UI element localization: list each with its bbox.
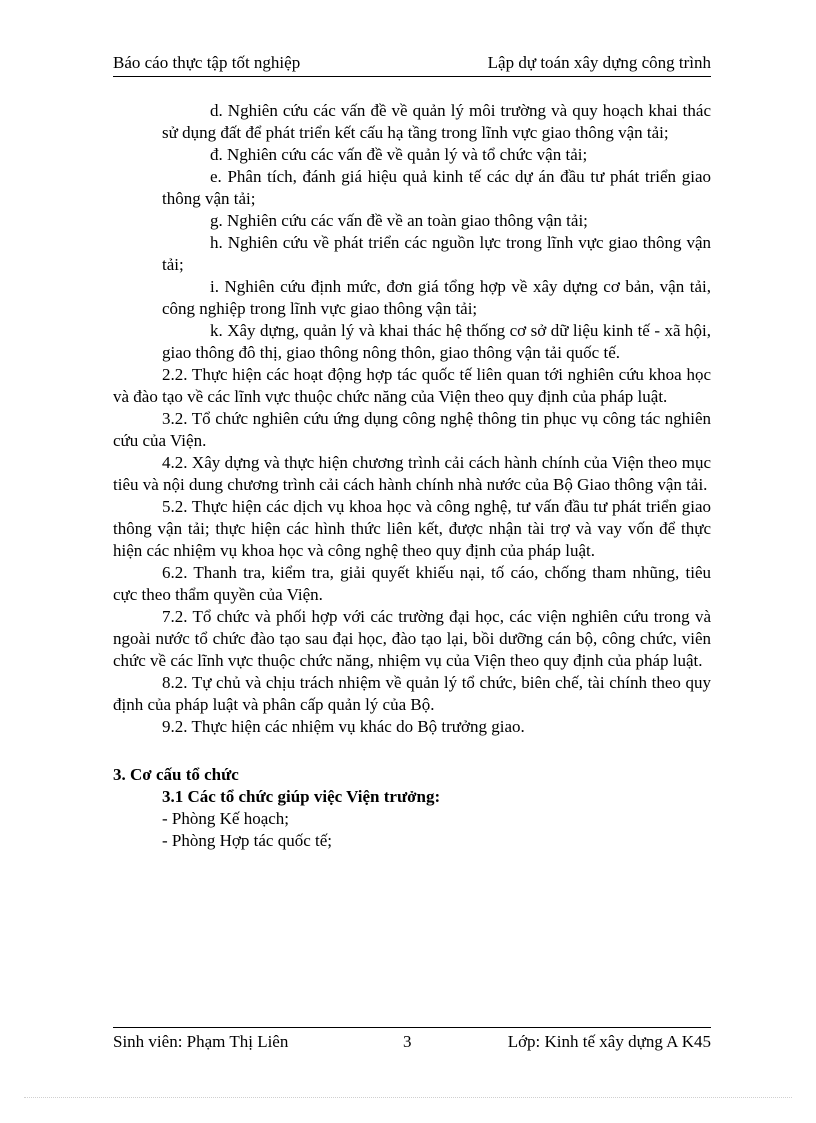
header-topic-title: Lập dự toán xây dựng công trình <box>487 53 711 72</box>
sub-item-h: h. Nghiên cứu về phát triển các nguồn lực trong lĩnh vực giao thông vận tải; <box>162 233 711 274</box>
document-body <box>113 100 711 852</box>
paragraph-3-2: 3.2. Tổ chức nghiên cứu ứng dụng công nghệ thông tin phục vụ công tác nghiên cứu của Viện. <box>113 409 711 450</box>
header-report-title: Báo cáo thực tập tốt nghiệp <box>113 53 301 72</box>
paragraph-6-2: 6.2. Thanh tra, kiểm tra, giải quyết khiếu nại, tố cáo, chống tham nhũng, tiêu cực theo thẩm quyền của Viện. <box>113 563 711 604</box>
sub-item-g: g. Nghiên cứu các vấn đề về an toàn giao thông vận tải; <box>210 211 588 230</box>
page-footer <box>113 1027 711 1054</box>
sub-item-k: k. Xây dựng, quản lý và khai thác hệ thống cơ sở dữ liệu kinh tế - xã hội, giao thông đô thị, giao thông nông thôn, giao thông vận tải quốc tế. <box>162 321 711 362</box>
paragraph-7-2: 7.2. Tổ chức và phối hợp với các trường đại học, các viện nghiên cứu trong và ngoài nước tổ chức đào tạo sau đại học, đào tạo lại, bồi dưỡng cán bộ, công chức, viên chức về các lĩnh vực thuộc chức năng, nhiệm vụ của Viện theo quy định của pháp luật. <box>113 607 711 670</box>
sub-item-e: e. Phân tích, đánh giá hiệu quả kinh tế các dự án đầu tư phát triển giao thông vận tải; <box>162 167 711 208</box>
list-item: - Phòng Hợp tác quốc tế; <box>162 831 332 850</box>
sub-item-i: i. Nghiên cứu định mức, đơn giá tổng hợp về xây dựng cơ bản, vận tải, công nghiệp trong lĩnh vực giao thông vận tải; <box>162 277 711 318</box>
page-header <box>113 50 711 77</box>
list-item: - Phòng Kế hoạch; <box>162 809 290 828</box>
footer-student: Sinh viên: Phạm Thị Liên <box>113 1032 289 1051</box>
paragraph-2-2: 2.2. Thực hiện các hoạt động hợp tác quốc tế liên quan tới nghiên cứu khoa học và đào tạo về các lĩnh vực thuộc chức năng của Viện theo quy định của pháp luật. <box>113 365 711 406</box>
paragraph-9-2: 9.2. Thực hiện các nhiệm vụ khác do Bộ trưởng giao. <box>162 717 525 736</box>
subsection-heading: 3.1 Các tổ chức giúp việc Viện trưởng: <box>162 787 441 806</box>
footer-class: Lớp: Kinh tế xây dựng A K45 <box>507 1032 711 1051</box>
sub-item-d: d. Nghiên cứu các vấn đề về quản lý môi trường và quy hoạch khai thác sử dụng đất để phát triển kết cấu hạ tầng trong lĩnh vực giao thông vận tải; <box>162 101 711 142</box>
paragraph-4-2: 4.2. Xây dựng và thực hiện chương trình cải cách hành chính của Viện theo mục tiêu và nội dung chương trình cải cách hành chính nhà nước của Bộ Giao thông vận tải. <box>113 453 711 494</box>
sub-item-dd: đ. Nghiên cứu các vấn đề về quản lý và tổ chức vận tải; <box>210 145 588 164</box>
page-edge-divider <box>24 1097 792 1098</box>
page-number: 3 <box>403 1032 412 1051</box>
paragraph-5-2: 5.2. Thực hiện các dịch vụ khoa học và công nghệ, tư vấn đầu tư phát triển giao thông vận tải; thực hiện các hình thức liên kết, được nhận tài trợ và vay vốn để thực hiện các nhiệm vụ khoa học và công nghệ theo quy định của pháp luật. <box>113 497 711 560</box>
section-heading: 3. Cơ cấu tổ chức <box>113 765 239 784</box>
paragraph-8-2: 8.2. Tự chủ và chịu trách nhiệm về quản lý tổ chức, biên chế, tài chính theo quy định của pháp luật và phân cấp quản lý của Bộ. <box>113 673 711 714</box>
